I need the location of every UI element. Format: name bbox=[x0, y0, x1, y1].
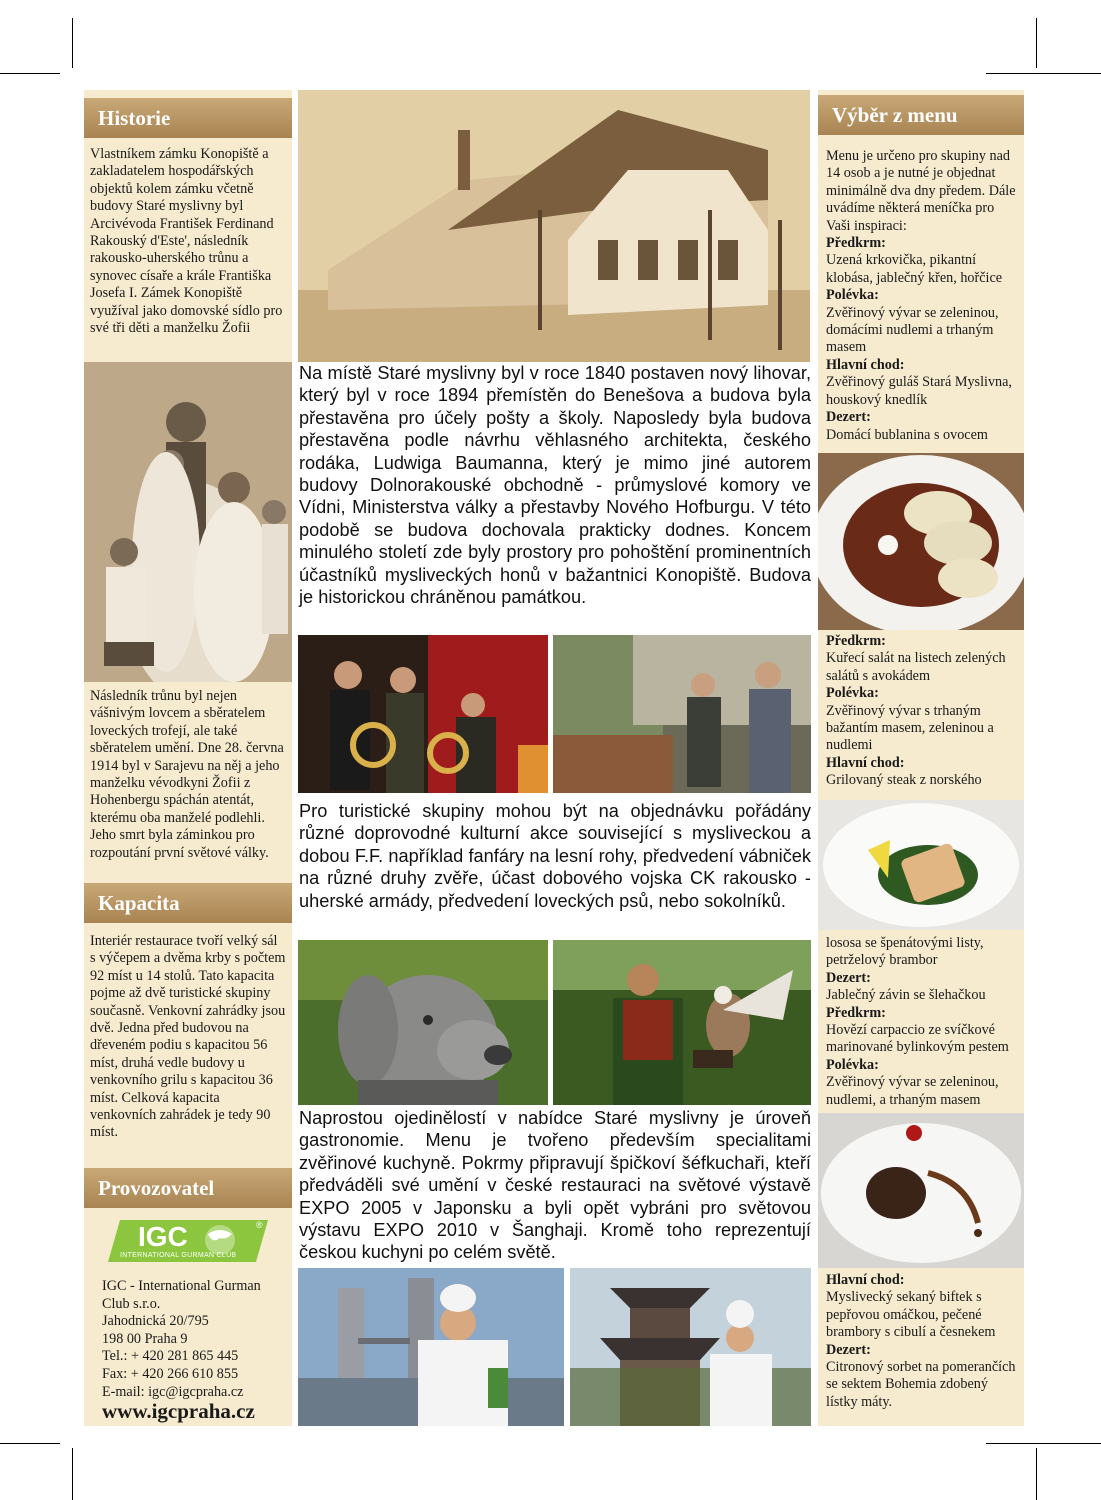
chef-kuala-lumpur-photo bbox=[298, 1268, 564, 1426]
menu-block-3 bbox=[818, 935, 1024, 1109]
company-tel: Tel.: + 420 281 865 445 bbox=[102, 1348, 239, 1365]
menu-label: Předkrm: bbox=[826, 235, 886, 252]
crop-mark bbox=[1036, 18, 1037, 68]
company-name-2: Club s.r.o. bbox=[102, 1295, 161, 1312]
menu-label: Polévka: bbox=[826, 287, 879, 304]
gastronomy-paragraph: Naprostou ojedinělostí v nabídce Staré myslivny je úroveň gastronomie. Menu je tvořeno především specialitami zvěřinové kuchyně. Pokrmy připravují špičkoví šéfkuchaři, kteří předváděli své umění v české restauraci na světové výstavě EXPO 2005 v Japonsku a byli opět vybráni pro světovou výstavu EXPO 2010 v Šanghaji. Kromě toho reprezentují českou kuchyni po celém světě. bbox=[299, 1108, 811, 1263]
salmon-photo bbox=[818, 800, 1024, 930]
company-web-link[interactable]: www.igcpraha.cz bbox=[102, 1399, 255, 1424]
company-city: 198 00 Praha 9 bbox=[102, 1330, 188, 1347]
crop-mark bbox=[72, 1448, 73, 1500]
historie-text: Vlastníkem zámku Konopiště a zakladatelem hospodářských objektů kolem zámku včetně budovy Staré myslivny byl Arcivévoda František Ferdinand Rakouský d'Este', následník rakousko-uherského trůnu a synovec císaře a krále Františka Josefa I. Zámek Konopiště využíval jako domovské sídlo pro své tři děti a manželku Žofii bbox=[90, 146, 283, 337]
menu-item: Myslivecký sekaný biftek s pepřovou omáčkou, pečené brambory s cibulí a česnekem bbox=[826, 1289, 996, 1341]
crop-mark bbox=[0, 1443, 60, 1444]
menu-label: Předkrm: bbox=[826, 633, 886, 649]
company-street: Jahodnická 20/795 bbox=[102, 1313, 209, 1330]
crop-mark bbox=[1036, 1448, 1037, 1500]
menu-label: Polévka: bbox=[826, 1056, 879, 1073]
menu-label: Hlavní chod: bbox=[826, 754, 905, 771]
menu-label: Hlavní chod: bbox=[826, 1272, 905, 1288]
menu-header: Výběr z menu bbox=[818, 95, 1024, 135]
company-email[interactable]: E-mail: igc@igcpraha.cz bbox=[102, 1383, 244, 1400]
menu-item: Zvěřinový guláš Stará Myslivna, houskový knedlík bbox=[826, 374, 1012, 408]
crop-mark bbox=[986, 1443, 1101, 1444]
soldiers-photo bbox=[553, 635, 811, 793]
menu-block-4 bbox=[818, 1272, 1024, 1411]
igc-logo-registered: ® bbox=[256, 1220, 263, 1230]
hunting-dog-photo bbox=[298, 940, 548, 1105]
kapacita-text: Interiér restaurace tvoří velký sál s výčepem a dvěma krby s počtem 92 míst u 14 stolů. Tato kapacita pojme až dvě turistické skupiny současně. Venkovní zahrádky jsou dvě. Jedna před budovou na dřeveném podiu s kapacitou 56 míst, druhá vedle budovy u venkovního grilu s kapacitou 36 míst. Celková kapacita venkovních zahrádek je tedy 90 míst. bbox=[90, 933, 286, 1141]
menu-label: Polévka: bbox=[826, 685, 879, 702]
horn-players-photo bbox=[298, 635, 548, 793]
historic-building-photo bbox=[298, 90, 810, 362]
menu-intro: Menu je určeno pro skupiny nad 14 osob a je nutné je objednat minimálně dva dny předem. Dále uvádíme některá meníčka pro Vaši inspiraci: bbox=[826, 148, 1016, 234]
royal-family-photo bbox=[84, 362, 292, 682]
menu-item: Kuřecí salát na listech zelených salátů s avokádem bbox=[826, 650, 1006, 684]
menu-label: Dezert: bbox=[826, 1341, 871, 1358]
igc-logo-subtitle: INTERNATIONAL GURMAN CLUB bbox=[120, 1252, 237, 1259]
menu-item: lososa se špenátovými listy, petrželový brambor bbox=[826, 935, 984, 969]
historie-header: Historie bbox=[84, 98, 292, 138]
menu-label: Hlavní chod: bbox=[826, 356, 905, 373]
menu-item: Zvěřinový vývar se zeleninou, nudlemi, a trhaným masem bbox=[826, 1074, 999, 1108]
igc-logo-text: IGC bbox=[138, 1221, 188, 1252]
menu-block-1 bbox=[818, 148, 1024, 444]
menu-block-2 bbox=[818, 633, 1024, 790]
menu-item: Jablečný závin se šlehačkou bbox=[826, 987, 986, 1004]
menu-label: Předkrm: bbox=[826, 1004, 886, 1021]
company-name: IGC - International Gurman bbox=[102, 1278, 261, 1294]
igc-logo bbox=[108, 1220, 268, 1262]
crop-mark bbox=[986, 73, 1101, 74]
menu-item: Citronový sorbet na pomerančích se sektem Bohemia zdobený lístky máty. bbox=[826, 1359, 1016, 1410]
crop-mark bbox=[72, 18, 73, 68]
company-info bbox=[102, 1278, 288, 1424]
company-fax: Fax: + 420 266 610 855 bbox=[102, 1365, 239, 1382]
steak-photo bbox=[818, 1113, 1024, 1268]
chef-shanghai-photo bbox=[570, 1268, 811, 1426]
goulash-photo bbox=[818, 453, 1024, 630]
menu-item: Zvěřinový vývar se zeleninou, domácími nudlemi a trhaným masem bbox=[826, 304, 999, 356]
historie-text2: Následník trůnu byl nejen vášnivým lovcem a sběratelem loveckých trofejí, ale také sběratelem umění. Dne 28. června 1914 byl v Sarajevu na něj a jeho manželku vévodkyni Žofii z Hohenbergu spáchán atentát, kterému oba manželé podlehli. Jeho smrt byla záminkou pro rozpoutání první světové války. bbox=[90, 688, 284, 861]
menu-item: Zvěřinový vývar s trhaným bažantím masem, zeleninou a nudlemi bbox=[826, 702, 994, 754]
menu-item: Grilovaný steak z norského bbox=[826, 772, 982, 789]
menu-label: Dezert: bbox=[826, 969, 871, 986]
events-paragraph: Pro turistické skupiny mohou být na objednávku pořádány různé doprovodné kulturní akce související s mysliveckou a dobou F.F. například fanfáry na lesní rohy, předvedení vábniček na různé druhy zvěře, účast dobového vojska CK rakousko - uherské armády, předvedení loveckých psů, nebo sokolníků. bbox=[299, 801, 811, 911]
provozovatel-header: Provozovatel bbox=[84, 1168, 292, 1208]
menu-label: Dezert: bbox=[826, 409, 871, 426]
menu-item: Hovězí carpaccio ze svíčkové marinované bylinkovým pestem bbox=[826, 1022, 1009, 1056]
falconer-photo bbox=[553, 940, 811, 1105]
kapacita-header: Kapacita bbox=[84, 883, 292, 923]
menu-item: Domácí bublanina s ovocem bbox=[826, 426, 988, 443]
menu-item: Uzená krkovička, pikantní klobása, jablečný křen, hořčice bbox=[826, 252, 1003, 286]
history-paragraph: Na místě Staré myslivny byl v roce 1840 postaven nový lihovar, který byl v roce 1894 přemístěn do Benešova a budova byla přestavěna pro účely pošty a školy. Naposledy byla budova přestavěna podle návrhu věhlasného architekta, českého rodáka, Ludwiga Baumanna, který je mimo jiné autorem budovy Dolnorakouské obchodně - průmyslové komory ve Vídni, Ministerstva války a přestavby Nového Hofburgu. V této podobě se budova dochovala prakticky dodnes. Koncem minulého století zde byly prostory pro pohoštění prominentních účastníků mysliveckých honů v bažantnici Konopiště. Budova je historickou chráněnou památkou. bbox=[299, 363, 811, 608]
crop-mark bbox=[0, 73, 60, 74]
